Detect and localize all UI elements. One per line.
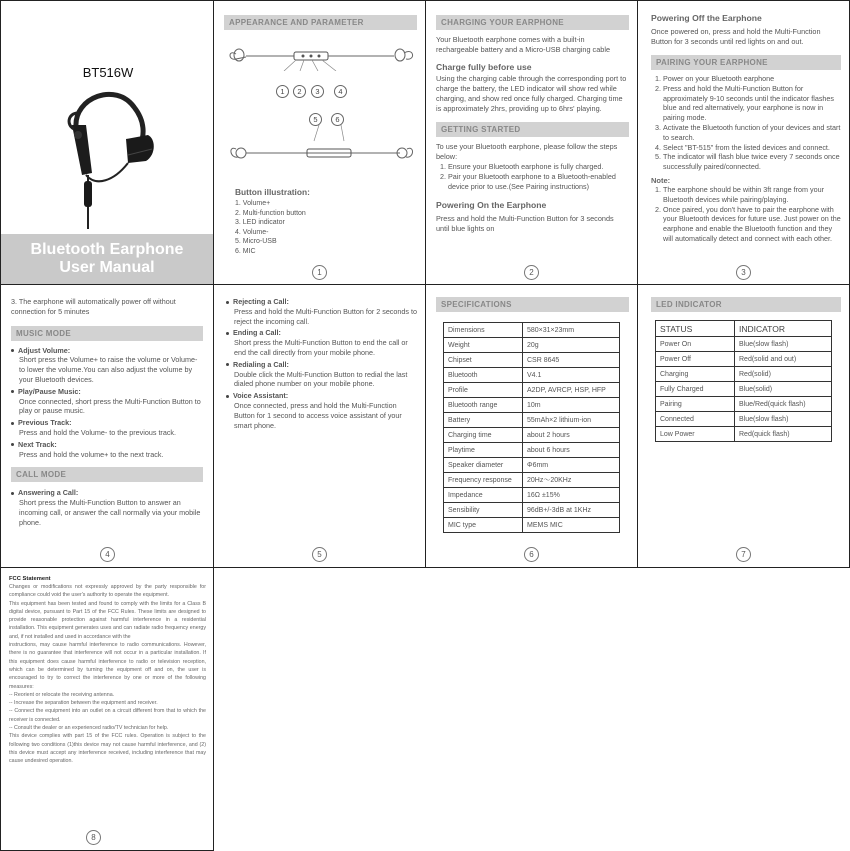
led-indicator: Blue(slow flash) [735, 337, 832, 352]
bullet-icon [11, 349, 14, 352]
button-item-1: 1. Volume+ [235, 200, 271, 207]
button-illustration [235, 187, 310, 256]
music-item-text: Once connected, short press the Multi-Function Button to play or pause music. [19, 396, 201, 416]
spec-label: Charging time [444, 428, 523, 443]
charging-panel [425, 0, 638, 285]
spec-value: about 2 hours [523, 428, 620, 443]
getting-started-intro: To use your Bluetooth earphone, please follow the steps below: [436, 142, 618, 161]
earphone-illustration [56, 77, 176, 237]
fcc-paragraph: This equipment has been tested and found to comply with the limits for a Class B digital device, pursuant to Part 15 of the FCC Rules. These limits are designed to provide reasonable protection against harmful interference in a residential installation. This equipment generates uses and can radiate radio frequency energy and, if not installed and used in accordance with the [9, 600, 206, 640]
call-item-title: Redialing a Call: [233, 359, 289, 369]
call-item [226, 328, 418, 357]
charge-full-text: Using the charging cable through the corresponding port to charge the battery, the LED indicator will show red while charging, and show red once fully charged. Charging time is approximately 2hrs, providing up to 6hrs' playing. [436, 74, 627, 113]
fcc-paragraph: -- Reorient or relocate the receiving antenna. [9, 691, 115, 698]
bullet-icon [11, 443, 14, 446]
model-number: BT516W [82, 65, 134, 80]
spec-row [444, 413, 620, 428]
spec-label: Battery [444, 413, 523, 428]
spec-value: 96dB+/-3dB at 1KHz [523, 503, 620, 518]
earphone-diagram-bottom [224, 125, 419, 165]
led-indicator: Red(solid and out) [735, 352, 832, 367]
led-row [656, 337, 832, 352]
music-panel [0, 284, 214, 568]
led-indicator: Blue(slow flash) [735, 412, 832, 427]
music-item-text: Press and hold the Volume- to the previous track. [19, 427, 177, 437]
note-title: Note: [651, 175, 671, 185]
led-row [656, 427, 832, 442]
led-status: Fully Charged [656, 382, 735, 397]
fcc-paragraph: This device complies with part 15 of the FCC rules. Operation is subject to the following two conditions (1)this device may not cause harmful interference, and (2) this device must accept any interference received, including interference that may cause undesired operation. [9, 733, 206, 765]
led-panel [637, 284, 850, 568]
button-item-4: 4. Volume- [235, 228, 269, 236]
led-indicator: Red(quick flash) [735, 427, 832, 442]
spec-label: Profile [444, 383, 523, 398]
spec-row [444, 383, 620, 398]
spec-label: Weight [444, 338, 523, 353]
bullet-icon [226, 332, 229, 335]
appearance-header: APPEARANCE AND PARAMETER [224, 15, 417, 30]
led-status: Power On [656, 337, 735, 352]
getting-started-step: 1. Ensure your Bluetooth earphone is fully charged. [448, 162, 629, 172]
button-illustration-title: Button illustration: [235, 187, 310, 197]
call-item-text: Short press the Multi-Function Button to end the call or end the call directly from your mobile phone. [234, 338, 408, 357]
music-item-title: Next Track: [18, 439, 57, 449]
callout-3: 3 [311, 85, 324, 98]
page-number-3: 3 [736, 265, 751, 280]
led-status: Pairing [656, 397, 735, 412]
call-item-text: Short press the Multi-Function Button to answer an incoming call, or answer the call normally via your mobile phone. [19, 498, 201, 527]
music-item [11, 418, 203, 438]
spec-row [444, 338, 620, 353]
bullet-icon [226, 395, 229, 398]
call-mode-header: CALL MODE [11, 467, 203, 482]
led-indicator: Red(solid) [735, 367, 832, 382]
cover-panel [0, 0, 214, 285]
led-status: Low Power [656, 427, 735, 442]
cover-title-bar [1, 234, 213, 284]
fcc-paragraph: instructions, may cause harmful interference to radio communications. However, there is no guarantee that interference will not occur in a particular installation. If this equipment does cause harmful interference to radio or television reception, which can be determined by turning the equipment off and on, the user is encouraged to try to correct the interference by one or more of the following measures: [9, 642, 206, 690]
music-item-title: Previous Track: [18, 418, 72, 428]
page-number-2: 2 [524, 265, 539, 280]
fcc-title: FCC Statement [9, 576, 51, 582]
charging-intro: Your Bluetooth earphone comes with a built-in rechargeable battery and a Micro-USB charging cable [436, 35, 611, 54]
charge-full-title: Charge fully before use [436, 62, 532, 72]
cover-title-line-1: Bluetooth Earphone [30, 241, 184, 258]
page-number-4: 4 [100, 547, 115, 562]
spec-label: Sensibility [444, 503, 523, 518]
call-item-title: Rejecting a Call: [233, 297, 289, 306]
led-status: Connected [656, 412, 735, 427]
fcc-paragraph: -- Consult the dealer or an experienced radio/TV technician for help. [9, 725, 169, 732]
pairing-panel [637, 0, 850, 285]
power-off-title: Powering Off the Earphone [651, 13, 762, 23]
bullet-icon [11, 492, 14, 495]
pairing-step: 3. Activate the Bluetooth function of your devices and start to search. [663, 123, 841, 143]
fcc-paragraph: -- Increase the separation between the equipment and receiver. [9, 700, 158, 707]
music-item [11, 440, 203, 460]
calls-panel [213, 284, 426, 568]
callout-2: 2 [293, 85, 306, 98]
spec-value: MEMS MIC [523, 518, 620, 533]
power-off-text: Once powered on, press and hold the Multi-Function Button for 3 seconds until red lights on and out. [651, 27, 821, 46]
power-on-title: Powering On the Earphone [436, 200, 547, 211]
page-number-8: 8 [86, 830, 101, 845]
spec-label: Bluetooth range [444, 398, 523, 413]
page-number-5: 5 [312, 547, 327, 562]
music-item-text: Press and hold the volume+ to the next track. [19, 449, 164, 459]
spec-label: Frequency response [444, 473, 523, 488]
bullet-icon [226, 363, 229, 366]
music-item-title: Play/Pause Music: [18, 386, 81, 396]
led-col-status: STATUS [656, 321, 735, 337]
led-status: Power Off [656, 352, 735, 367]
button-item-3: 3. LED indicator [235, 219, 285, 226]
spec-value: CSR 8645 [523, 353, 620, 368]
led-row [656, 367, 832, 382]
led-header: LED INDICATOR [651, 297, 841, 312]
bullet-icon [226, 301, 229, 304]
call-item [226, 297, 418, 326]
led-indicator: Blue/Red(quick flash) [735, 397, 832, 412]
fcc-paragraph: -- Connect the equipment into an outlet on a circuit different from that to which the receiver is connected. [9, 708, 206, 723]
callout-1: 1 [276, 85, 289, 98]
charging-header: CHARGING YOUR EARPHONE [436, 15, 629, 30]
pairing-step: 4. Select "BT-515" from the listed devices and connect. [663, 143, 841, 153]
specs-panel [425, 284, 638, 568]
spec-value: A2DP, AVRCP, HSP, HFP [523, 383, 620, 398]
spec-row [444, 443, 620, 458]
spec-value: V4.1 [523, 368, 620, 383]
note-item: 1. The earphone should be within 3ft range from your Bluetooth devices while pairing/playing. [663, 185, 841, 205]
page-number-6: 6 [524, 547, 539, 562]
led-row [656, 397, 832, 412]
pairing-step: 1. Power on your Bluetooth earphone [663, 74, 841, 84]
call-item-title: Answering a Call: [18, 488, 79, 498]
music-item [11, 387, 203, 416]
fcc-panel [0, 567, 214, 851]
led-row [656, 382, 832, 397]
spec-row [444, 353, 620, 368]
spec-label: Speaker diameter [444, 458, 523, 473]
spec-row [444, 428, 620, 443]
pairing-step: 2. Press and hold the Multi-Function Button for approximately 9-10 seconds until the indicator flashes blue and red alternatively, your earphone is now in pairing mode. [663, 84, 841, 123]
spec-label: Dimensions [444, 323, 523, 338]
call-item [226, 360, 418, 389]
callout-5: 5 [309, 113, 322, 126]
spec-value: about 6 hours [523, 443, 620, 458]
spec-row [444, 368, 620, 383]
call-item [11, 488, 203, 527]
spec-value: 20Hz～20KHz [523, 473, 620, 488]
music-item-title: Adjust Volume: [18, 345, 71, 355]
spec-value: 580×31×23mm [523, 323, 620, 338]
music-mode-header: MUSIC MODE [11, 326, 203, 341]
appearance-panel [213, 0, 426, 285]
spec-row [444, 503, 620, 518]
specs-table [443, 322, 620, 533]
button-item-5: 5. Micro-USB [235, 238, 277, 245]
spec-label: Bluetooth [444, 368, 523, 383]
earphone-diagram-top [224, 41, 419, 71]
call-item-title: Voice Assistant: [233, 391, 289, 401]
music-item [11, 346, 203, 385]
call-item-text: Press and hold the Multi-Function Button for 2 seconds to reject the incoming call. [234, 306, 417, 326]
spec-row [444, 473, 620, 488]
led-row [656, 412, 832, 427]
led-indicator: Blue(solid) [735, 382, 832, 397]
auto-power-off-note: 3. The earphone will automatically power off without connection for 5 minutes [11, 297, 176, 316]
led-status: Charging [656, 367, 735, 382]
pairing-steps [651, 74, 841, 172]
bullet-icon [11, 390, 14, 393]
spec-row [444, 323, 620, 338]
spec-label: Chipset [444, 353, 523, 368]
power-on-text: Press and hold the Multi-Function Button for 3 seconds until blue lights on [436, 214, 614, 234]
callout-4: 4 [334, 85, 347, 98]
spec-row [444, 398, 620, 413]
spec-row [444, 518, 620, 533]
getting-started-step: 2. Pair your Bluetooth earphone to a Bluetooth-enabled device prior to use.(See Pairing instructions) [448, 172, 629, 192]
pairing-step: 5. The indicator will flash blue twice every 7 seconds once successfully paired/connected. [663, 152, 841, 172]
call-item-text: Once connected, press and hold the Multi-Function Button for 1 second to access voice assistant of your smart phone. [234, 400, 402, 430]
call-item [226, 391, 418, 430]
page-number-7: 7 [736, 547, 751, 562]
fcc-paragraph: Changes or modifications not expressly approved by the party responsible for compliance could void the user's authority to operate the equipment. [9, 584, 206, 599]
getting-started-steps [436, 162, 629, 191]
spec-row [444, 458, 620, 473]
button-item-6: 6. MIC [235, 247, 256, 255]
spec-value: 55mAh×2 lithium-ion [523, 413, 620, 428]
spec-value: Φ6mm [523, 458, 620, 473]
music-item-text: Short press the Volume+ to raise the volume or Volume- to lower the volume.You can also adjust the volume by your Bluetooth devices. [19, 355, 198, 384]
call-item-title: Ending a Call: [233, 328, 281, 338]
led-table [655, 320, 832, 442]
led-col-indicator: INDICATOR [735, 321, 832, 337]
notes-list [651, 185, 841, 244]
note-item: 2. Once paired, you don't have to pair the earphone with your Bluetooth devices for future use. Just power on the earphone and enable the Bluetooth function and they will automatically detect and connect with each other. [663, 205, 841, 244]
spec-value: 10m [523, 398, 620, 413]
getting-started-header: GETTING STARTED [436, 122, 629, 137]
spec-label: Impedance [444, 488, 523, 503]
bullet-icon [11, 422, 14, 425]
spec-label: MIC type [444, 518, 523, 533]
button-item-2: 2. Multi-function button [235, 209, 306, 217]
spec-value: 20g [523, 338, 620, 353]
page-number-1: 1 [312, 265, 327, 280]
spec-row [444, 488, 620, 503]
cover-title-line-2: User Manual [59, 259, 155, 276]
pairing-header: PAIRING YOUR EARPHONE [651, 55, 841, 70]
spec-value: 16Ω ±15% [523, 488, 620, 503]
specs-header: SPECIFICATIONS [436, 297, 629, 312]
led-row [656, 352, 832, 367]
call-item-text: Double click the Multi-Function Button to redial the last dialed phone number on your mobile phone. [234, 369, 408, 389]
callout-6: 6 [331, 113, 344, 126]
spec-label: Playtime [444, 443, 523, 458]
